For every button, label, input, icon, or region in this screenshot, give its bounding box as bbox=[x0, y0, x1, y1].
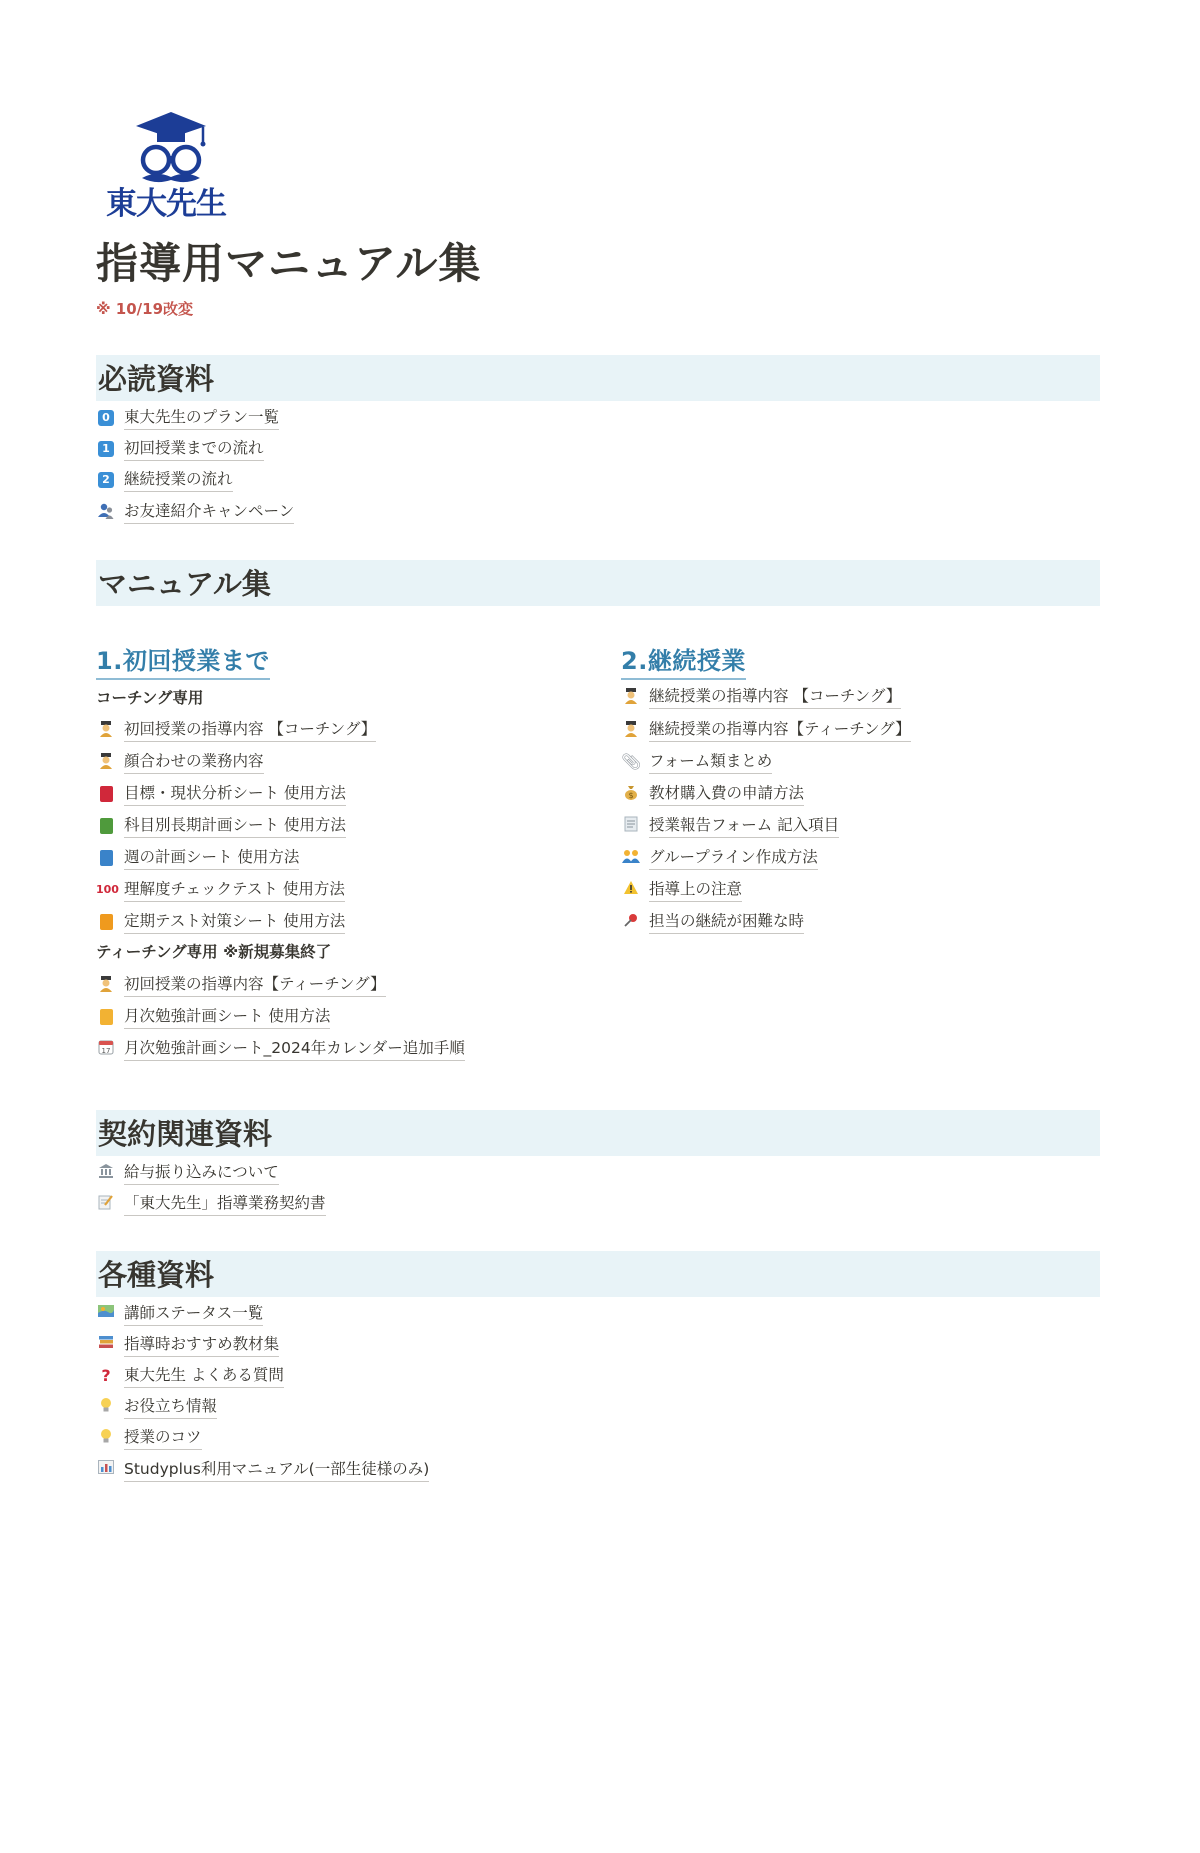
lightbulb-icon bbox=[96, 1397, 116, 1417]
link-teaching-cautions[interactable] bbox=[621, 876, 742, 904]
link-label: 講師ステータス一覧 bbox=[124, 1302, 263, 1326]
link-label: 東大先生のプラン一覧 bbox=[124, 406, 279, 430]
link-label: 授業報告フォーム 記入項目 bbox=[649, 814, 839, 838]
link-label: 給与振り込みについて bbox=[124, 1161, 279, 1185]
orange-book-icon bbox=[100, 914, 113, 930]
link-first-lesson-coaching[interactable] bbox=[96, 716, 376, 744]
link-continuing-teaching[interactable] bbox=[621, 716, 911, 744]
link-first-lesson-flow[interactable] bbox=[96, 435, 264, 463]
link-label: 指導上の注意 bbox=[649, 878, 742, 902]
link-referral-campaign[interactable] bbox=[96, 498, 294, 526]
link-lesson-tips[interactable] bbox=[96, 1424, 202, 1452]
digit-zero-icon: 0 bbox=[98, 410, 114, 426]
link-label: 授業のコツ bbox=[124, 1426, 202, 1450]
link-continuing-coaching[interactable] bbox=[621, 683, 901, 711]
link-teacher-status[interactable] bbox=[96, 1300, 263, 1328]
paperclip-icon: 📎︎ bbox=[621, 752, 642, 771]
heading-first-lesson[interactable]: 1.初回授業まで bbox=[96, 645, 270, 680]
digit-two-icon: 2 bbox=[98, 472, 114, 488]
link-label: お友達紹介キャンペーン bbox=[124, 500, 294, 524]
brand-logo bbox=[106, 108, 236, 224]
link-label: 継続授業の指導内容【ティーチング】 bbox=[649, 718, 911, 742]
logo-graduate-icon bbox=[106, 108, 236, 188]
section-title: 契約関連資料 bbox=[98, 1117, 273, 1151]
link-label: フォーム類まとめ bbox=[649, 750, 772, 774]
teacher-icon bbox=[621, 687, 641, 707]
section-title: 各種資料 bbox=[98, 1258, 215, 1292]
logo-text: 東大先生 bbox=[106, 186, 226, 222]
link-label: 初回授業の指導内容【ティーチング】 bbox=[124, 973, 386, 997]
link-calendar-steps[interactable] bbox=[96, 1035, 465, 1063]
blue-book-icon bbox=[100, 850, 113, 866]
calendar-icon bbox=[96, 1039, 116, 1059]
link-label: 月次勉強計画シート 使用方法 bbox=[124, 1005, 330, 1029]
link-label: 「東大先生」指導業務契約書 bbox=[124, 1192, 326, 1216]
link-contract-document[interactable] bbox=[96, 1190, 326, 1218]
link-label: 理解度チェックテスト 使用方法 bbox=[124, 878, 345, 902]
question-icon: ? bbox=[101, 1366, 111, 1385]
section-misc-header bbox=[96, 1251, 1100, 1297]
teacher-icon bbox=[96, 720, 116, 740]
link-label: 指導時おすすめ教材集 bbox=[124, 1333, 279, 1357]
svg-text:$: $ bbox=[628, 791, 634, 800]
link-label: 初回授業までの流れ bbox=[124, 437, 264, 461]
people-icon bbox=[96, 502, 116, 522]
link-long-term-plan-sheet[interactable] bbox=[96, 812, 346, 840]
link-label: 目標・現状分析シート 使用方法 bbox=[124, 782, 346, 806]
revision-note: ※ 10/19改変 bbox=[96, 300, 194, 318]
teacher-icon bbox=[621, 720, 641, 740]
ledger-icon bbox=[100, 1009, 113, 1025]
link-faq[interactable] bbox=[96, 1362, 284, 1390]
link-weekly-plan-sheet[interactable] bbox=[96, 844, 299, 872]
receipt-icon bbox=[621, 816, 641, 836]
link-first-lesson-teaching[interactable] bbox=[96, 971, 386, 999]
lightbulb-icon bbox=[96, 1428, 116, 1448]
section-manuals-header bbox=[96, 560, 1100, 606]
link-label: 月次勉強計画シート_2024年カレンダー追加手順 bbox=[124, 1037, 465, 1061]
section-contract-header bbox=[96, 1110, 1100, 1156]
section-required-header bbox=[96, 355, 1100, 401]
link-label: 週の計画シート 使用方法 bbox=[124, 846, 299, 870]
page-title: 指導用マニュアル集 bbox=[96, 239, 482, 288]
coaching-only-label: コーチング専用 bbox=[96, 689, 204, 707]
teacher-icon bbox=[96, 975, 116, 995]
link-forms-summary[interactable] bbox=[621, 748, 772, 776]
link-label: 科目別長期計画シート 使用方法 bbox=[124, 814, 346, 838]
link-label: 担当の継続が困難な時 bbox=[649, 910, 804, 934]
books-icon bbox=[96, 1335, 116, 1355]
teacher-icon bbox=[96, 752, 116, 772]
link-label: 初回授業の指導内容 【コーチング】 bbox=[124, 718, 376, 742]
green-book-icon bbox=[100, 818, 113, 834]
digit-one-icon: 1 bbox=[98, 441, 114, 457]
link-label: お役立ち情報 bbox=[124, 1395, 217, 1419]
link-useful-info[interactable] bbox=[96, 1393, 217, 1421]
money-bag-icon bbox=[621, 784, 641, 804]
link-check-test[interactable] bbox=[96, 876, 345, 904]
link-label: 教材購入費の申請方法 bbox=[649, 782, 804, 806]
link-continuing-lesson-flow[interactable] bbox=[96, 466, 233, 494]
link-label: Studyplus利用マニュアル(一部生徒様のみ) bbox=[124, 1458, 429, 1482]
group-icon bbox=[621, 848, 641, 868]
link-label: 継続授業の指導内容 【コーチング】 bbox=[649, 685, 901, 709]
bar-chart-icon bbox=[96, 1460, 116, 1480]
link-label: 顔合わせの業務内容 bbox=[124, 750, 264, 774]
link-studyplus-manual[interactable] bbox=[96, 1456, 429, 1484]
section-title: 必読資料 bbox=[98, 362, 215, 396]
link-label: グループライン作成方法 bbox=[649, 846, 818, 870]
link-salary-transfer[interactable] bbox=[96, 1159, 279, 1187]
link-group-line[interactable] bbox=[621, 844, 818, 872]
link-label: 継続授業の流れ bbox=[124, 468, 233, 492]
heading-continuing-lesson[interactable]: 2.継続授業 bbox=[621, 645, 746, 680]
link-difficult-continuation[interactable] bbox=[621, 908, 804, 936]
link-meet-greet-duties[interactable] bbox=[96, 748, 264, 776]
section-title: マニュアル集 bbox=[98, 567, 271, 601]
link-label: 東大先生 よくある質問 bbox=[124, 1364, 284, 1388]
link-report-form[interactable] bbox=[621, 812, 839, 840]
map-icon bbox=[96, 1304, 116, 1324]
link-recommended-materials[interactable] bbox=[96, 1331, 279, 1359]
teaching-only-label: ティーチング専用 ※新規募集終了 bbox=[96, 943, 332, 961]
link-material-expense[interactable] bbox=[621, 780, 804, 808]
link-plan-list[interactable] bbox=[96, 404, 279, 432]
link-goal-sheet[interactable] bbox=[96, 780, 346, 808]
link-exam-prep-sheet[interactable] bbox=[96, 908, 345, 936]
bank-icon bbox=[96, 1163, 116, 1183]
pushpin-icon bbox=[621, 912, 641, 932]
svg-text:17: 17 bbox=[101, 1047, 111, 1055]
hundred-points-icon: 100 bbox=[96, 883, 119, 896]
red-book-icon bbox=[100, 786, 113, 802]
warning-icon bbox=[621, 880, 641, 900]
memo-icon bbox=[96, 1194, 116, 1214]
link-label: 定期テスト対策シート 使用方法 bbox=[124, 910, 345, 934]
link-monthly-plan-sheet[interactable] bbox=[96, 1003, 330, 1031]
